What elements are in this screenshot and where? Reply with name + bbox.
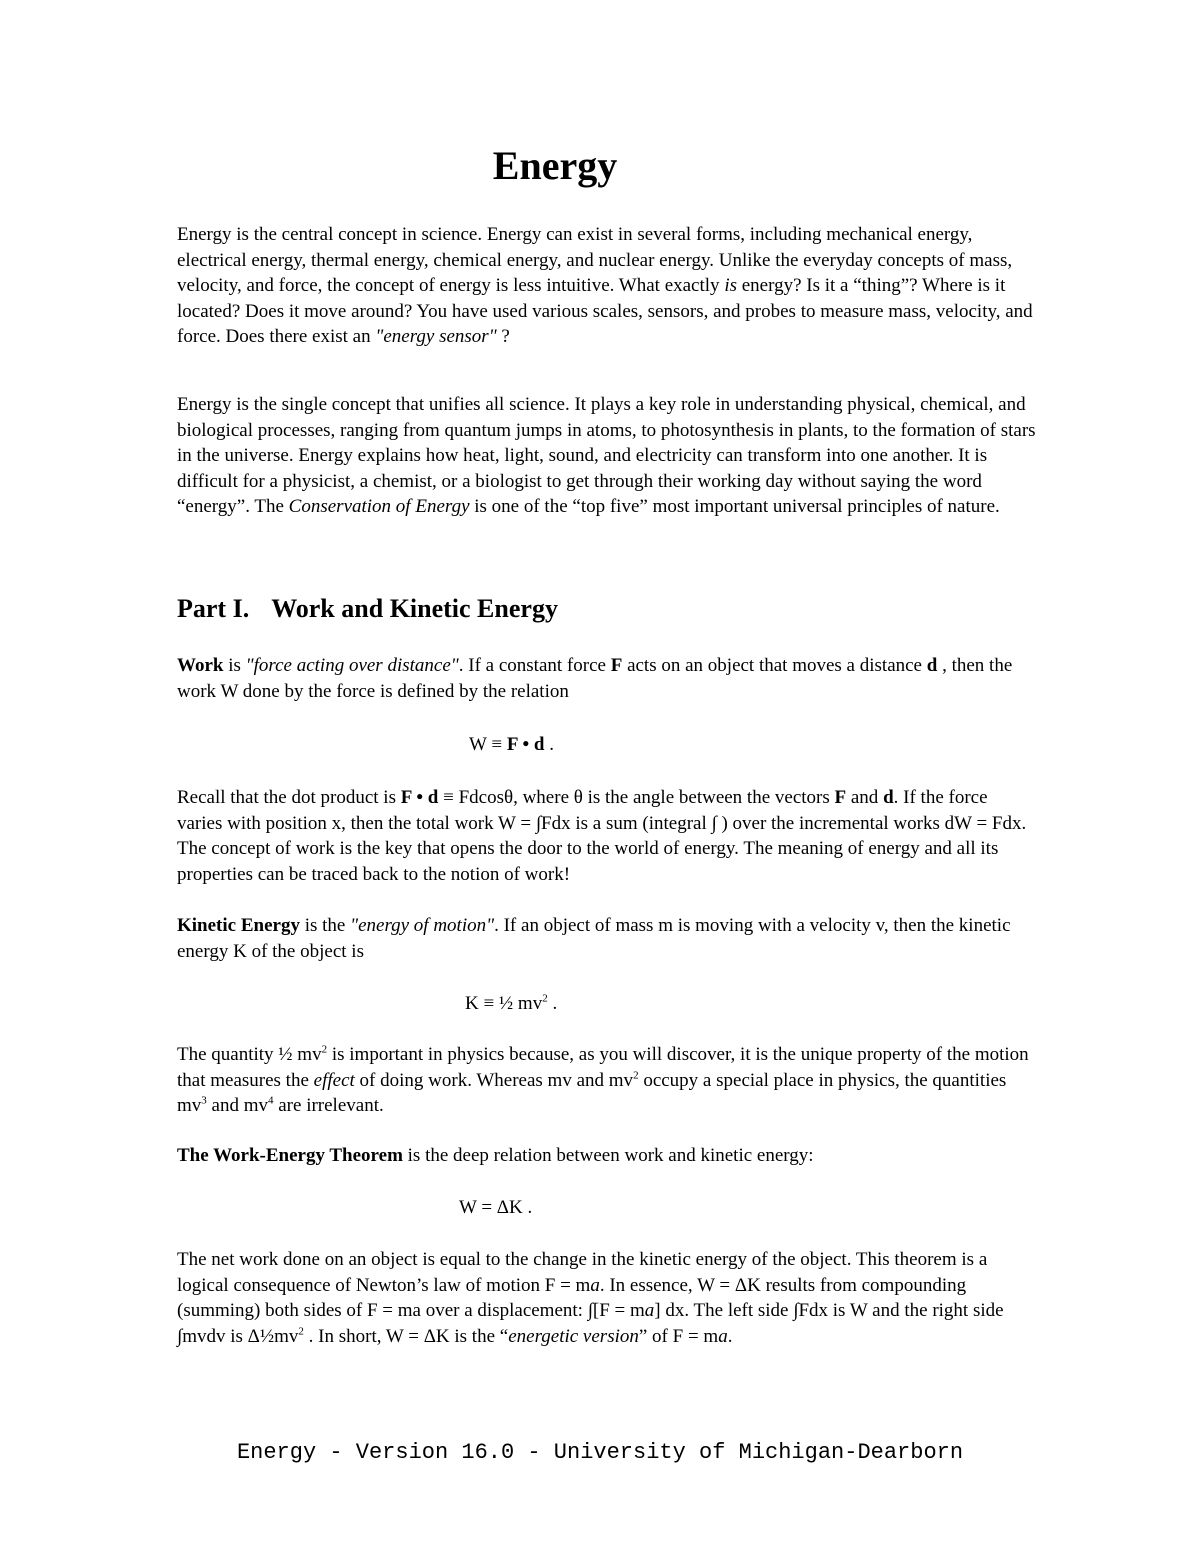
text-run: ” of F = m [638,1325,719,1347]
exponent: 2 [542,992,548,1005]
exponent: 3 [201,1094,207,1107]
italic-text: "force acting over distance" [245,655,459,676]
intro-paragraph-2 [177,392,1037,520]
text-run: . If the force varies with position x, then the total work W = ∫Fdx is a sum (integral ∫ ) over the incremental works dW = Fdx. The concept of work is the key that opens the door to the world of energy. The meaning of energy and all its properties can be traced back to the notion of work! [177,787,1027,885]
text-run: . If an object of mass m is moving with a velocity v, then the kinetic energy K of the object is [177,915,1011,962]
text-run: . In short, W = ΔK is the “ [303,1325,509,1347]
vector-symbol: d [427,787,439,808]
italic-text: effect [313,1069,355,1091]
intro-paragraph-1 [177,222,1037,350]
text-run: Energy is the single concept that unifies all science. It plays a key role in understanding physical, chemical, and biological processes, ranging from quantum jumps in atoms, to photosynthesis in plants, to the formation of stars in the universe. Energy explains how heat, light, sound, and electricity can transform into one another. It is difficult for a physicist, a chemist, or a biologist to get through their working day without saying the word “energy”. The [177,394,1036,518]
text-run: is the [299,915,351,936]
text-run: The quantity ½ mv [177,1044,322,1065]
text-run: . [544,734,554,755]
italic-text: a [718,1325,728,1347]
kinetic-energy-paragraph [177,913,1037,964]
equation-kinetic-energy [465,991,557,1016]
equation-work-energy-theorem: W = ΔK . [459,1197,533,1218]
text-run: and [846,787,884,808]
text-run: . In essence, W = ΔK results from compounding (summing) both sides of F = ma over a displacement: ∫[F = m [177,1274,967,1322]
text-run: ] dx. The left side ∫Fdx is W and the right side ∫mvdv is Δ½mv [177,1300,1004,1347]
text-run: Recall that the dot product is [177,787,401,808]
quantity-paragraph [177,1042,1037,1119]
text-run: acts on an object that moves a distance [622,655,927,676]
vector-symbol: F [834,787,847,808]
vector-symbol: d [533,734,545,755]
vector-symbol: F [506,734,518,755]
section-heading-part-1 [177,594,558,624]
theorem-paragraph [177,1143,1037,1169]
text-run: Energy is the central concept in science. Energy can exist in several forms, including mechanical energy, electrical energy, thermal energy, chemical energy, and nuclear energy. Unlike the everyday concepts of mass, velocity, and force, the concept of energy is less intuitive. What exactly [177,224,1013,297]
work-paragraph [177,653,1037,704]
section-title: Work and Kinetic Energy [271,594,558,623]
italic-text: a [590,1274,600,1296]
dot-operator: • [517,734,534,755]
text-run: W ≡ [469,734,507,755]
italic-text: "energy of motion" [350,915,495,936]
text-run: and mv [206,1095,268,1117]
vector-symbol: F [610,655,623,676]
dot-operator: • [411,787,428,808]
vector-symbol: F [400,787,412,808]
text-run: are irrelevant. [273,1095,384,1117]
text-run: is [223,655,246,676]
text-run: ≡ Fdcosθ, where θ is the angle between the vectors [438,787,835,808]
exponent: 2 [298,1325,304,1338]
recall-paragraph [177,785,1037,887]
page-title: Energy [492,143,618,188]
text-run: . [547,993,558,1014]
italic-text: energetic version [508,1325,639,1347]
net-work-paragraph [177,1247,1037,1349]
text-run: energy? Is it a “thing”? Where is it located? Does it move around? You have used various scales, sensors, and probes to measure mass, velocity, and force. Does there exist an [177,275,1033,348]
text-run: of doing work. Whereas mv and mv [354,1069,634,1091]
italic-text: a [644,1300,655,1322]
text-run: is the deep relation between work and kinetic energy: [402,1145,814,1166]
text-run: . If a constant force [458,655,611,676]
exponent: 2 [321,1043,328,1056]
text-run: is important in physics because, as you will discover, it is the unique property of the motion that measures the [177,1044,1029,1091]
text-run: occupy a special place in physics, the quantities mv [177,1069,1007,1117]
exponent: 4 [268,1094,274,1107]
italic-text: is [724,275,737,297]
bold-term: Work [177,655,224,676]
text-run: , then the work W done by the force is defined by the relation [177,655,1013,702]
exponent: 2 [633,1069,639,1082]
section-label: Part I. [177,594,250,623]
vector-symbol: d [883,787,894,808]
text-run: ? [496,326,510,348]
bold-term: Kinetic Energy [177,915,300,936]
bold-term: The Work-Energy Theorem [177,1145,403,1166]
italic-text: Conservation of Energy [288,496,470,518]
equation-work [469,732,554,757]
text-run: is one of the “top five” most important universal principles of nature. [469,496,1000,518]
vector-symbol: d [926,655,938,676]
text-run: The net work done on an object is equal to the change in the kinetic energy of the object. This theorem is a logical consequence of Newton’s law of motion F = m [177,1249,988,1296]
text-run: . [727,1325,733,1347]
text-run: K ≡ ½ mv [465,993,543,1014]
page-footer: Energy - Version 16.0 - University of Michigan-Dearborn [236,1440,964,1465]
italic-text: "energy sensor" [375,326,497,348]
